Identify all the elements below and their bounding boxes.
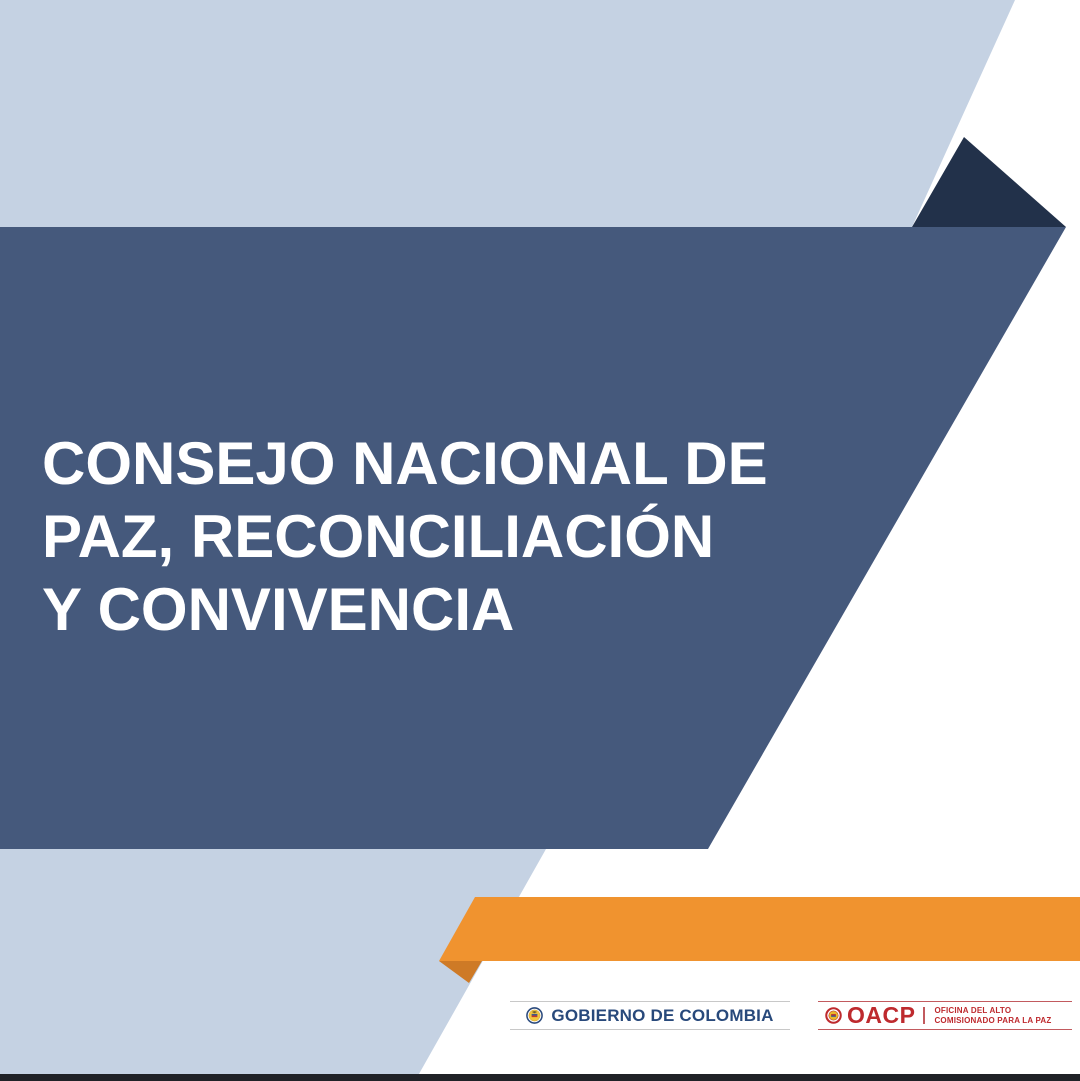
footer-gobierno-logo [510, 1001, 790, 1030]
slide-title [42, 427, 768, 646]
oacp-office-name-line-1: OFICINA DEL ALTO [934, 1006, 1012, 1016]
title-line-3: Y CONVIVENCIA [42, 576, 515, 643]
oacp-office-name [934, 1006, 1051, 1024]
title-line-2: PAZ, RECONCILIACIÓN [42, 503, 715, 570]
oacp-acronym: OACP [847, 1002, 916, 1028]
bottom-edge-strip [0, 1074, 1080, 1081]
gobierno-label: GOBIERNO DE COLOMBIA [551, 1005, 774, 1025]
oacp-seal-icon [825, 1007, 842, 1024]
footer-oacp-logo [818, 1001, 1072, 1030]
oacp-office-name-line-2: COMISIONADO PARA LA PAZ [934, 1015, 1052, 1025]
title-line-1: CONSEJO NACIONAL DE [42, 430, 768, 497]
oacp-divider-line [923, 1007, 925, 1024]
colombia-coat-of-arms-icon [526, 1007, 543, 1024]
